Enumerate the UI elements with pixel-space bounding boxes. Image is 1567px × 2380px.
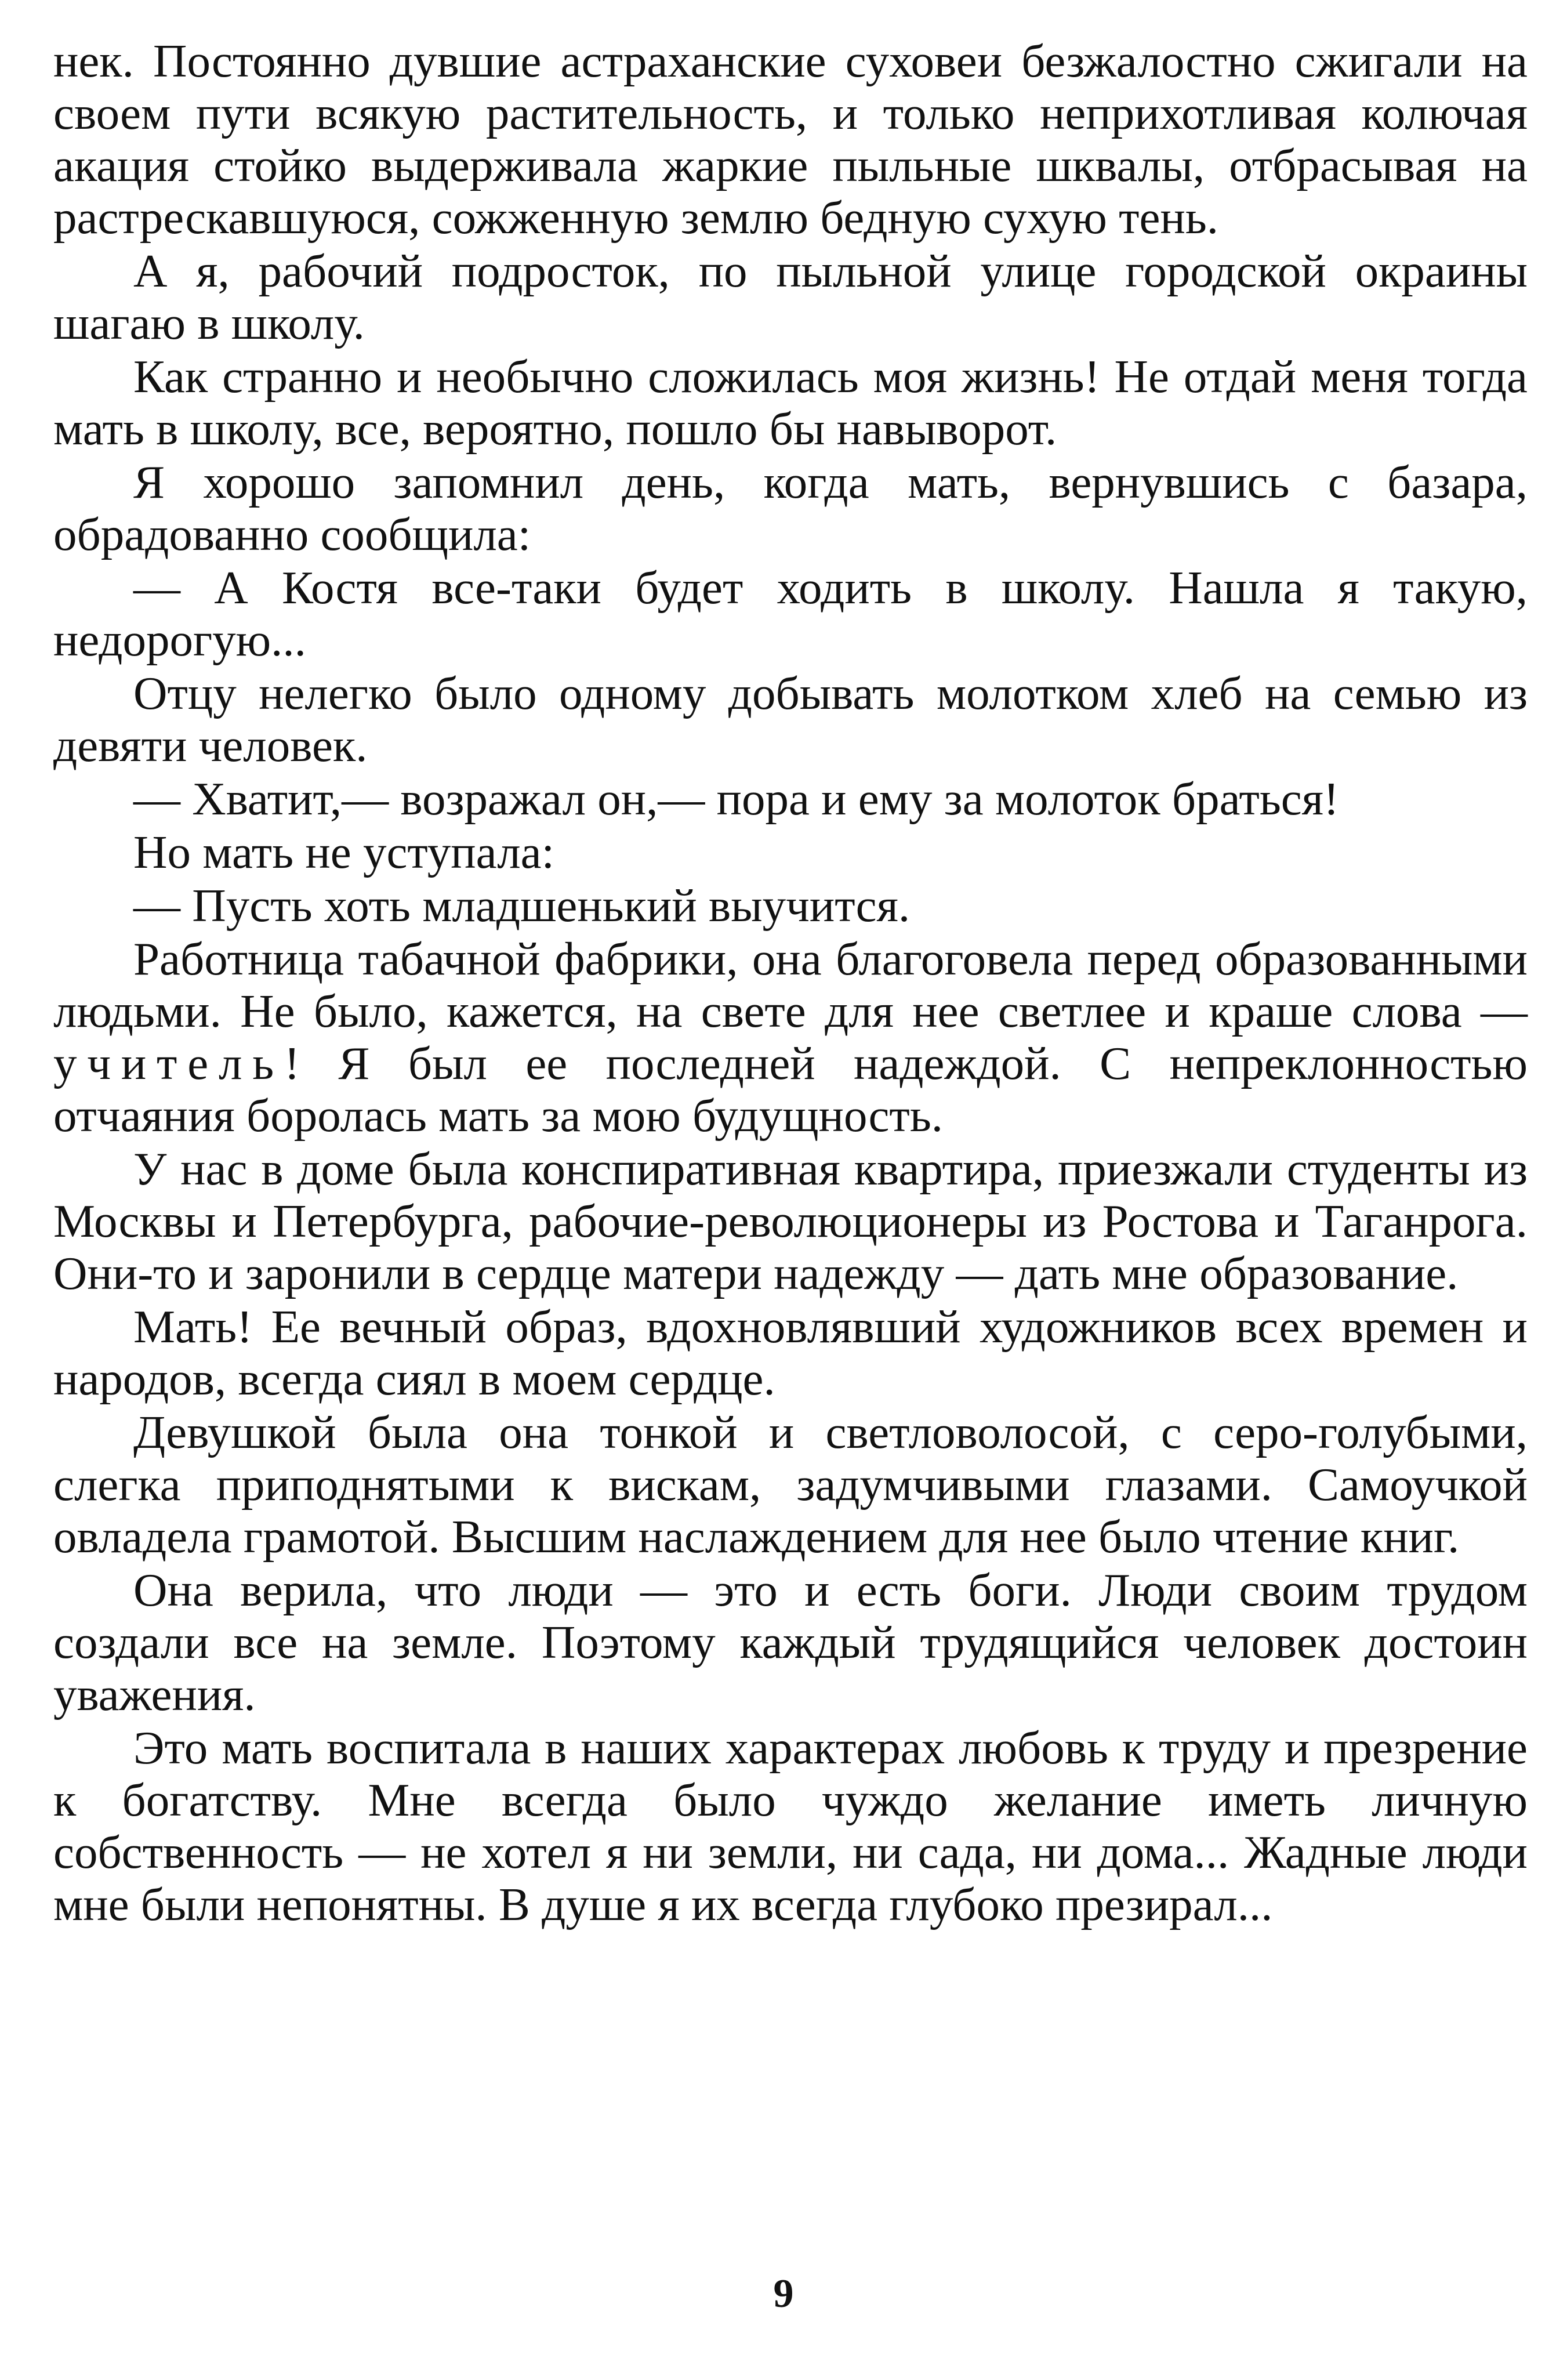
paragraph: Девушкой была она тонкой и светловолосой, с серо-голубыми, слегка приподнятыми к вискам, задумчивыми глазами. Самоучкой овладела грамотой. Высшим наслаждением для нее было чтение книг.: [53, 1406, 1528, 1563]
paragraph: У нас в доме была конспиративная квартира, приезжали студенты из Москвы и Петербурга, рабочие-революционеры из Ростова и Таганрога. Они-то и заронили в сердце матери надежду — дать мне образование.: [53, 1143, 1528, 1299]
dialogue-line: — Пусть хоть младшенький выучится.: [133, 879, 911, 932]
paragraph: Но мать не уступала:: [133, 826, 555, 878]
paragraph: Отцу нелегко было одному добывать молотком хлеб на семью из девяти человек.: [53, 667, 1528, 771]
paragraph-continuation: нек. Постоянно дувшие астраханские суховеи безжалостно сжигали на своем пути всякую растительность, и только неприхотливая колючая акация стойко выдерживала жаркие пыльные шквалы, отбрасывая на растрескавшуюся, сожженную землю бедную сухую тень.: [53, 35, 1528, 244]
paragraph-with-spaced-word: [53, 933, 1528, 1142]
book-page-text: [53, 35, 1528, 1932]
dialogue-line: — Хватит,— возражал он,— пора и ему за молоток браться!: [133, 773, 1339, 825]
paragraph: Она верила, что люди — это и есть боги. Люди своим трудом создали все на земле. Поэтому каждый трудящийся человек достоин уважения.: [53, 1564, 1528, 1720]
paragraph-text-before: Работница табачной фабрики, она благоговела перед образованными людьми. Не было, кажется, на свете для нее светлее и краше слова —: [53, 933, 1528, 1037]
paragraph: Мать! Ее вечный образ, вдохновлявший художников всех времен и народов, всегда сиял в моем сердце.: [53, 1301, 1528, 1405]
paragraph-text-after: ! Я был ее последней надеждой. С непреклонностью отчаяния боролась мать за мою будущность.: [53, 1037, 1528, 1142]
paragraph: Я хорошо запомнил день, когда мать, вернувшись с базара, обрадованно сообщила:: [53, 456, 1528, 560]
paragraph: А я, рабочий подросток, по пыльной улице городской окраины шагаю в школу.: [53, 245, 1528, 349]
paragraph: Как странно и необычно сложилась моя жизнь! Не отдай меня тогда мать в школу, все, вероятно, пошло бы навыворот.: [53, 350, 1528, 455]
paragraph: Это мать воспитала в наших характерах любовь к труду и презрение к богатству. Мне всегда было чуждо желание иметь личную собственность — не хотел я ни земли, ни сада, ни дома... Жадные люди мне были непонятны. В душе я их всегда глубоко презирал...: [53, 1722, 1528, 1930]
dialogue-line: — А Костя все-таки будет ходить в школу. Нашла я такую, недорогую...: [53, 562, 1528, 666]
spaced-emphasis-word: учитель: [53, 1037, 285, 1089]
page-number: 9: [773, 2272, 794, 2316]
